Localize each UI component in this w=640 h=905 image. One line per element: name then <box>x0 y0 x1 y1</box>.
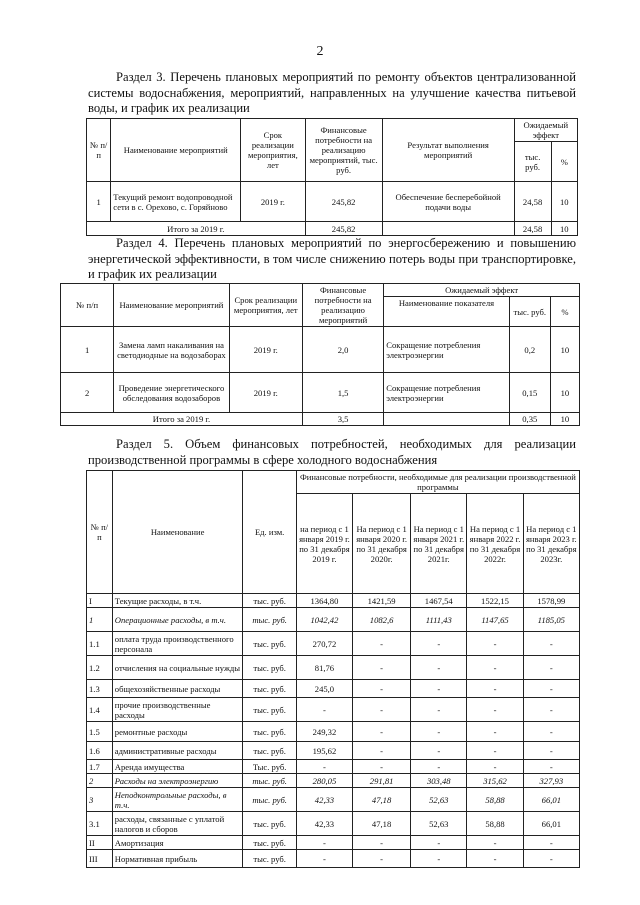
cell: 1,5 <box>302 373 383 413</box>
value-cell: 303,48 <box>411 774 467 788</box>
num-cell: 3.1 <box>87 812 113 836</box>
cell: Проведение энергетического обследования водозаборов <box>114 373 229 413</box>
unit-cell: тыс. руб. <box>243 608 296 632</box>
value-cell: - <box>467 742 523 760</box>
cell: 1 <box>87 182 111 222</box>
name-cell: Неподконтрольные расходы, в т.ч. <box>112 788 243 812</box>
value-cell: 1042,42 <box>296 608 352 632</box>
s3-h-name: Наименование мероприятий <box>111 119 241 182</box>
section4-table <box>60 283 580 426</box>
num-cell: 1.3 <box>87 680 113 698</box>
value-cell: - <box>467 680 523 698</box>
value-cell: 42,33 <box>296 812 352 836</box>
cell: Сокращение потребления электроэнергии <box>384 327 509 373</box>
table-row <box>87 812 580 836</box>
num-cell: I <box>87 594 113 608</box>
num-cell: III <box>87 850 113 868</box>
value-cell: 58,88 <box>467 788 523 812</box>
value-cell: 249,32 <box>296 722 352 742</box>
table-row <box>87 722 580 742</box>
num-cell: 1.1 <box>87 632 113 656</box>
value-cell: - <box>523 656 579 680</box>
cell: 245,82 <box>305 222 382 236</box>
name-cell: административные расходы <box>112 742 243 760</box>
table-row <box>87 594 580 608</box>
value-cell: - <box>411 680 467 698</box>
cell: 10 <box>551 222 577 236</box>
table-row <box>61 327 580 373</box>
cell: 10 <box>550 413 579 426</box>
cell: Текущий ремонт водопроводной сети в с. Орехово, с. Горяйново <box>111 182 241 222</box>
value-cell: - <box>353 722 411 742</box>
s5-h-num: № п/п <box>87 471 113 594</box>
table-row <box>61 373 580 413</box>
value-cell: - <box>467 632 523 656</box>
value-cell: - <box>411 836 467 850</box>
name-cell: отчисления на социальные нужды <box>112 656 243 680</box>
value-cell: 291,81 <box>353 774 411 788</box>
value-cell: - <box>353 742 411 760</box>
unit-cell: тыс. руб. <box>243 594 296 608</box>
cell: Итого за 2019 г. <box>87 222 306 236</box>
table-row <box>87 656 580 680</box>
value-cell: - <box>467 760 523 774</box>
value-cell: - <box>353 850 411 868</box>
s3-h-thous: тыс. руб. <box>514 142 551 182</box>
value-cell: 1147,65 <box>467 608 523 632</box>
table-row <box>87 608 580 632</box>
section4-heading: Раздел 4. Перечень плановых мероприятий по энергосбережению и повышению энергетической эффективности, в том числе снижению потерь воды при транспортировке, и график их реализации <box>88 236 576 281</box>
s5-h-group: Финансовые потребности, необходимые для реализации производственной программы <box>296 471 579 494</box>
value-cell: 66,01 <box>523 812 579 836</box>
cell: 0,2 <box>509 327 550 373</box>
s4-h-thous: тыс. руб. <box>509 297 550 327</box>
unit-cell: тыс. руб. <box>243 850 296 868</box>
s3-h-result: Результат выполнения мероприятий <box>382 119 514 182</box>
value-cell: - <box>411 722 467 742</box>
value-cell: - <box>523 680 579 698</box>
s5-h-period-2022: На период с 1 января 2022 г. по 31 декабря 2022г. <box>467 494 523 594</box>
s3-h-num: № п/ п <box>87 119 111 182</box>
table-row <box>87 632 580 656</box>
value-cell: - <box>411 850 467 868</box>
value-cell: - <box>296 760 352 774</box>
unit-cell: тыс. руб. <box>243 722 296 742</box>
s5-h-period-2021: На период с 1 января 2021 г. по 31 декабря 2021г. <box>411 494 467 594</box>
unit-cell: тыс. руб. <box>243 632 296 656</box>
value-cell: 327,93 <box>523 774 579 788</box>
name-cell: ремонтные расходы <box>112 722 243 742</box>
cell: 10 <box>550 373 579 413</box>
num-cell: 1.5 <box>87 722 113 742</box>
cell: Обеспечение бесперебойной подачи воды <box>382 182 514 222</box>
s4-h-indicator: Наименование показателя <box>384 297 509 327</box>
value-cell: - <box>353 632 411 656</box>
s4-h-name: Наименование мероприятий <box>114 284 229 327</box>
s4-h-term: Срок реализации мероприятия, лет <box>229 284 302 327</box>
s5-h-period-2019: на период с 1 января 2019 г. по 31 декабря 2019 г. <box>296 494 352 594</box>
value-cell: - <box>523 722 579 742</box>
value-cell: - <box>353 656 411 680</box>
s5-h-unit: Ед. изм. <box>243 471 296 594</box>
num-cell: 1.7 <box>87 760 113 774</box>
value-cell: 81,76 <box>296 656 352 680</box>
unit-cell: тыс. руб. <box>243 698 296 722</box>
name-cell: Аренда имущества <box>112 760 243 774</box>
cell: 0,15 <box>509 373 550 413</box>
table-row <box>87 742 580 760</box>
value-cell: - <box>411 632 467 656</box>
unit-cell: тыс. руб. <box>243 788 296 812</box>
value-cell: 195,62 <box>296 742 352 760</box>
table-row <box>87 836 580 850</box>
cell: 2019 г. <box>229 373 302 413</box>
cell: 24,58 <box>514 182 551 222</box>
value-cell: 58,88 <box>467 812 523 836</box>
s4-h-finance: Финансовые потребности на реализацию мероприятий <box>302 284 383 327</box>
s5-h-period-2020: На период с 1 января 2020 г. по 31 декабря 2020г. <box>353 494 411 594</box>
s3-h-finance: Финансовые потребности на реализацию мероприятий, тыс. руб. <box>305 119 382 182</box>
table-row <box>87 850 580 868</box>
cell: 2019 г. <box>241 182 305 222</box>
unit-cell: тыс. руб. <box>243 742 296 760</box>
section3-heading: Раздел 3. Перечень плановых мероприятий по ремонту объектов централизованной системы водоснабжения, мероприятий, направленных на улучшение качества питьевой воды, и график их реализации <box>88 70 576 115</box>
value-cell: - <box>523 698 579 722</box>
value-cell: - <box>296 698 352 722</box>
value-cell: - <box>467 698 523 722</box>
value-cell: 47,18 <box>353 788 411 812</box>
name-cell: оплата труда производственного персонала <box>112 632 243 656</box>
s5-h-period-2023: На период с 1 января 2023 г. по 31 декабря 2023г. <box>523 494 579 594</box>
value-cell: 47,18 <box>353 812 411 836</box>
value-cell: 315,62 <box>467 774 523 788</box>
value-cell: - <box>296 836 352 850</box>
value-cell: - <box>411 742 467 760</box>
value-cell: 1111,43 <box>411 608 467 632</box>
num-cell: 3 <box>87 788 113 812</box>
value-cell: - <box>353 698 411 722</box>
cell: 24,58 <box>514 222 551 236</box>
cell: 2,0 <box>302 327 383 373</box>
unit-cell: тыс. руб. <box>243 812 296 836</box>
num-cell: II <box>87 836 113 850</box>
value-cell: 280,05 <box>296 774 352 788</box>
table-row <box>87 698 580 722</box>
name-cell: Текущие расходы, в т.ч. <box>112 594 243 608</box>
cell <box>384 413 509 426</box>
s4-h-effect: Ожидаемый эффект <box>384 284 580 297</box>
value-cell: - <box>467 850 523 868</box>
value-cell: 52,63 <box>411 788 467 812</box>
unit-cell: тыс. руб. <box>243 680 296 698</box>
cell: 1 <box>61 327 114 373</box>
cell: 0,35 <box>509 413 550 426</box>
unit-cell: тыс. руб. <box>243 836 296 850</box>
value-cell: - <box>353 836 411 850</box>
value-cell: 1467,54 <box>411 594 467 608</box>
section5-heading: Раздел 5. Объем финансовых потребностей, необходимых для реализации производственной программы в сфере холодного водоснабжения <box>88 437 576 467</box>
section3-table <box>86 118 578 236</box>
name-cell: общехозяйственные расходы <box>112 680 243 698</box>
unit-cell: тыс. руб. <box>243 774 296 788</box>
num-cell: 2 <box>87 774 113 788</box>
value-cell: - <box>523 760 579 774</box>
name-cell: Амортизация <box>112 836 243 850</box>
num-cell: 1 <box>87 608 113 632</box>
value-cell: 42,33 <box>296 788 352 812</box>
cell: Сокращение потребления электроэнергии <box>384 373 509 413</box>
cell <box>382 222 514 236</box>
value-cell: 52,63 <box>411 812 467 836</box>
num-cell: 1.6 <box>87 742 113 760</box>
table-row <box>87 760 580 774</box>
value-cell: 245,0 <box>296 680 352 698</box>
table-row <box>87 774 580 788</box>
table-row <box>87 788 580 812</box>
num-cell: 1.2 <box>87 656 113 680</box>
cell: 2019 г. <box>229 327 302 373</box>
s5-h-name: Наименование <box>112 471 243 594</box>
value-cell: 66,01 <box>523 788 579 812</box>
cell: 10 <box>550 327 579 373</box>
s3-h-term: Срок реализации мероприятия, лет <box>241 119 305 182</box>
name-cell: Нормативная прибыль <box>112 850 243 868</box>
value-cell: - <box>467 722 523 742</box>
s3-h-effect: Ожидаемый эффект <box>514 119 577 142</box>
value-cell: 1578,99 <box>523 594 579 608</box>
table-row <box>87 680 580 698</box>
table-row <box>87 182 578 222</box>
cell: Замена ламп накаливания на светодиодные на водозаборах <box>114 327 229 373</box>
value-cell: - <box>523 632 579 656</box>
cell: 245,82 <box>305 182 382 222</box>
s3-h-pct: % <box>551 142 577 182</box>
table-total-row <box>61 413 580 426</box>
value-cell: - <box>411 656 467 680</box>
cell: 3,5 <box>302 413 383 426</box>
value-cell: 1522,15 <box>467 594 523 608</box>
cell: Итого за 2019 г. <box>61 413 303 426</box>
section5-table <box>86 470 580 868</box>
name-cell: прочие производственные расходы <box>112 698 243 722</box>
value-cell: - <box>523 850 579 868</box>
name-cell: Операционные расходы, в т.ч. <box>112 608 243 632</box>
unit-cell: тыс. руб. <box>243 656 296 680</box>
s4-h-num: № п/п <box>61 284 114 327</box>
value-cell: - <box>353 680 411 698</box>
cell: 10 <box>551 182 577 222</box>
value-cell: 1185,05 <box>523 608 579 632</box>
num-cell: 1.4 <box>87 698 113 722</box>
page-number: 2 <box>316 44 324 59</box>
cell: 2 <box>61 373 114 413</box>
value-cell: 1421,59 <box>353 594 411 608</box>
value-cell: - <box>467 656 523 680</box>
value-cell: - <box>296 850 352 868</box>
value-cell: 1082,6 <box>353 608 411 632</box>
table-total-row <box>87 222 578 236</box>
s4-h-pct: % <box>550 297 579 327</box>
unit-cell: Тыс. руб. <box>243 760 296 774</box>
value-cell: - <box>411 698 467 722</box>
value-cell: - <box>523 742 579 760</box>
value-cell: - <box>523 836 579 850</box>
name-cell: расходы, связанные с уплатой налогов и сборов <box>112 812 243 836</box>
name-cell: Расходы на электроэнергию <box>112 774 243 788</box>
value-cell: 1364,80 <box>296 594 352 608</box>
value-cell: 270,72 <box>296 632 352 656</box>
value-cell: - <box>353 760 411 774</box>
value-cell: - <box>411 760 467 774</box>
value-cell: - <box>467 836 523 850</box>
